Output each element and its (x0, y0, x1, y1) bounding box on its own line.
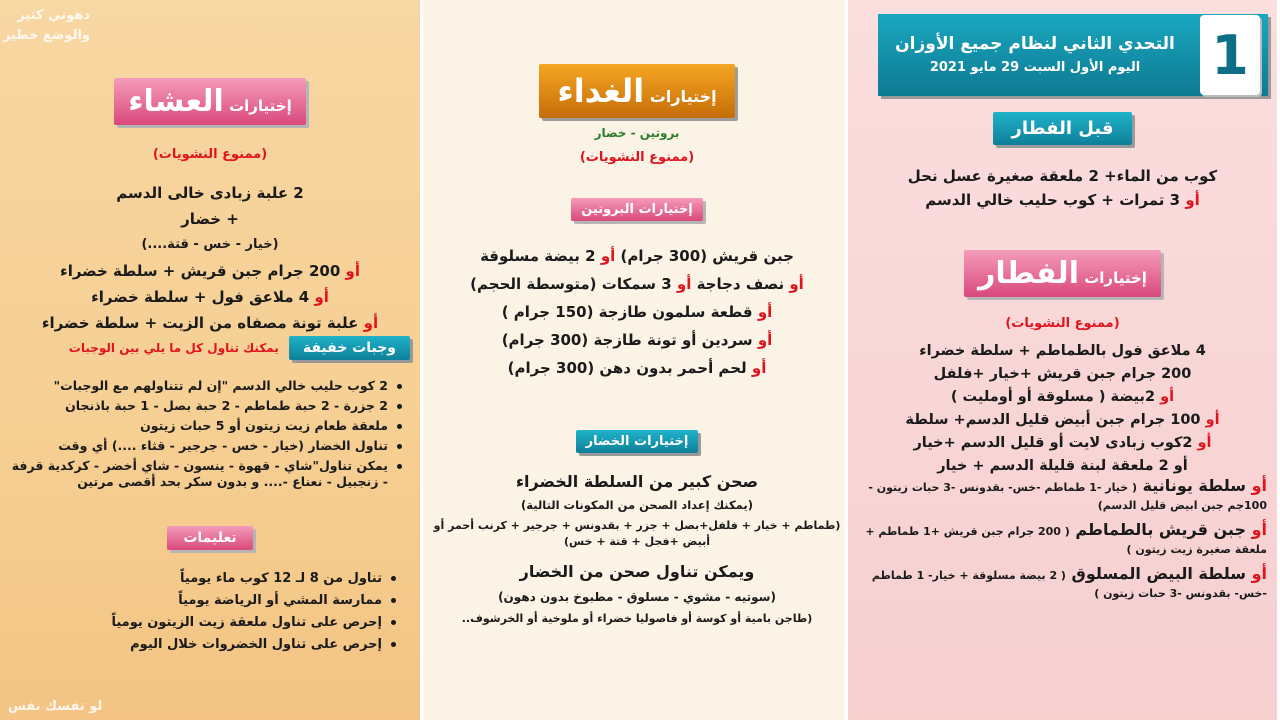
before-line: أو 3 تمرات + كوب حليب خالي الدسم (925, 191, 1200, 209)
protein-options (433, 242, 841, 382)
lunch-no-carbs: (ممنوع النشويات) (579, 150, 695, 165)
breakfast-line: أو 2 ملعقة لبنة قليلة الدسم + خيار (937, 458, 1188, 474)
day-number: 1 (1200, 15, 1260, 95)
dinner-line: أو علبة تونة مصفاه من الزيت + سلطة خضراء (41, 314, 379, 332)
dinner-line: + خضار (181, 210, 239, 228)
before-line: كوب من الماء+ 2 ملعقة صغيرة عسل نحل (907, 167, 1218, 185)
snacks-list (8, 374, 406, 494)
list-item: تناول الخضار (خيار - خس - جرجير - قثاء ....) أي وقت (8, 438, 406, 454)
list-item: يمكن تناول"شاي - قهوة - ينسون - شاي أخضر - كركدية قرفة - زنجبيل - نعناع -.... و بدون سكر بحد أقصى مرتين (8, 458, 406, 490)
list-item: ممارسة المشي أو الرياضة يومياً (20, 592, 400, 610)
banner-day: اليوم الأول السبت 29 مايو 2021 (929, 60, 1141, 75)
lunch-header (539, 64, 734, 118)
breakfast-line: أو 100 جرام جبن أبيض قليل الدسم+ سلطة (905, 412, 1220, 428)
extra-option: أو سلطة يونانية ( خيار -1 طماطم -خس- بقدونس -3 حبات زيتون - 100جم جبن ابيض قليل الدسم) (868, 476, 1267, 512)
list-item: إحرص على تناول ملعقة زيت الزيتون يومياً (20, 614, 400, 632)
breakfast-options (858, 340, 1267, 478)
list-item: تناول من 8 لـ 12 كوب ماء يومياً (20, 570, 400, 588)
breakfast-header-small: إختيارات (1084, 269, 1147, 287)
before-breakfast-label: قبل الفطار (993, 112, 1131, 145)
protein-line: أو نصف دجاجة أو 3 سمكات (متوسطة الحجم) (470, 275, 804, 293)
corner-quote-bottom: لو تفسك نفس (8, 699, 103, 714)
protein-line: أو سردين أو تونة طازجة (300 جرام) (501, 331, 773, 349)
lunch-column (420, 0, 848, 720)
snacks-header (10, 336, 410, 360)
before-breakfast-options (858, 164, 1267, 212)
list-item: ملعقة طعام زيت زيتون أو 5 حبات زيتون (8, 418, 406, 434)
veg-note: (يمكنك إعداد الصحن من المكونات التالية) (521, 498, 753, 512)
list-item: إحرص على تناول الخضروات خلال اليوم (20, 636, 400, 654)
protein-label: إختيارات البروتين (571, 198, 703, 221)
challenge-banner (878, 14, 1268, 96)
veg-list: (طماطم + خيار + فلفل+بصل + جزر + بقدونس + جرجير + كرنب أحمر أو أبيض +فجل + قتة + خس) (433, 519, 841, 548)
breakfast-line: 4 ملاعق فول بالطماطم + سلطة خضراء (919, 343, 1206, 359)
corner-quote-line-1: دهوني كتير (17, 8, 90, 23)
lunch-header-small: إختيارات (649, 87, 717, 106)
breakfast-no-carbs: (ممنوع النشويات) (1005, 316, 1120, 331)
dinner-options (10, 180, 410, 336)
dinner-no-carbs: (ممنوع النشويات) (152, 147, 268, 162)
instructions-label: تعليمات (167, 526, 252, 550)
extra-option: أو سلطة البيض المسلوق ( 2 بيضة مسلوقة + خيار- 1 طماطم -خس- بقدونس -3 حبات زيتون ) (871, 564, 1267, 600)
snacks-note: يمكنك تناول كل ما يلي بين الوجبات (68, 341, 279, 355)
instructions-list (20, 566, 400, 658)
dinner-header-big: العشاء (128, 84, 224, 119)
banner-text (878, 31, 1192, 79)
corner-quote-line-2: والوضع خطير (3, 28, 90, 43)
lunch-header-big: الغداء (557, 72, 645, 110)
breakfast-header (964, 250, 1161, 297)
veg-cooked-list: (طاجن بامية أو كوسة أو فاصوليا خضراء أو ملوخية أو الخرشوف.. (461, 612, 813, 625)
dinner-line: (خيار - خس - قتة....) (141, 237, 279, 252)
protein-line: جبن قريش (300 جرام) أو 2 بيضة مسلوقة (480, 247, 794, 265)
breakfast-line: أو 2بيضة ( مسلوقة أو أومليت ) (950, 389, 1175, 405)
list-item: 2 جزرة - 2 حبة طماطم - 2 حبة بصل - 1 حبة باذنجان (8, 398, 406, 414)
dinner-line: 2 علبة زبادى خالى الدسم (116, 184, 304, 202)
extra-option: أو جبن قريش بالطماطم ( 200 جرام جبن قريش +1 طماطم + ملعقة صغيرة زيت زيتون ) (865, 520, 1267, 556)
breakfast-line: أو 2كوب زبادى لايت أو قليل الدسم +خيار (913, 435, 1212, 451)
dinner-header (114, 78, 306, 125)
dinner-column (0, 0, 420, 720)
banner-title: التحدي الثاني لنظام جميع الأوزان (895, 34, 1175, 54)
veg-cooked: ويمكن تناول صحن من الخضار (519, 562, 755, 581)
protein-line: أو قطعة سلمون طازجة (150 جرام ) (501, 303, 773, 321)
breakfast-header-big: الفطار (978, 256, 1079, 291)
lunch-subtitle: بروتين - خضار (594, 126, 680, 140)
day-number-wrap (1192, 15, 1268, 95)
dinner-line: أو 200 جرام جبن قريش + سلطة خضراء (60, 262, 360, 280)
veg-label: إختيارات الخضار (576, 430, 699, 453)
breakfast-line: 200 جرام جبن قريش +خيار +فلفل (933, 366, 1192, 382)
snacks-label: وجبات خفيفة (289, 336, 410, 360)
protein-line: أو لحم أحمر بدون دهن (300 جرام) (507, 359, 767, 377)
veg-big: صحن كبير من السلطة الخضراء (515, 472, 759, 491)
dinner-header-small: إختيارات (229, 97, 292, 115)
list-item: 2 كوب حليب خالي الدسم "إن لم تتناولهم مع الوجبات" (8, 378, 406, 394)
dinner-line: أو 4 ملاعق فول + سلطة خضراء (91, 288, 329, 306)
veg-cooked-note: (سوتيه - مشوي - مسلوق - مطبوخ بدون دهون) (498, 590, 776, 604)
corner-quote-top (3, 6, 90, 46)
breakfast-column (848, 0, 1277, 720)
breakfast-extras (858, 478, 1267, 602)
